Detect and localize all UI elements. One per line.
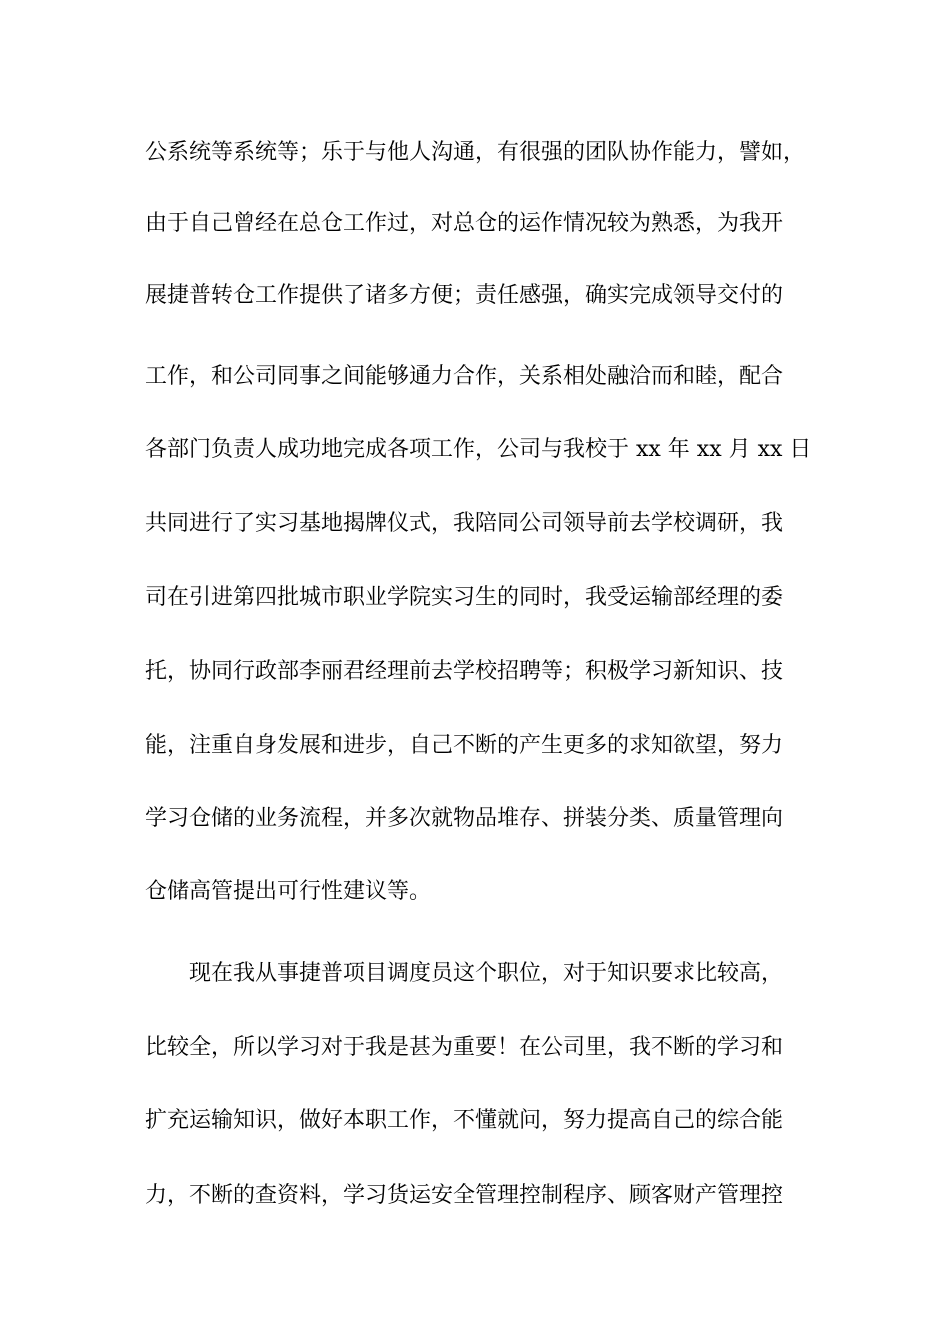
paragraph-line: 各部门负责人成功地完成各项工作，公司与我校于 xx 年 xx 月 xx 日 <box>145 437 812 462</box>
paragraph-line: 扩充运输知识，做好本职工作，不懂就问，努力提高自己的综合能 <box>145 1108 784 1133</box>
paragraph-line: 托，协同行政部李丽君经理前去学校招聘等；积极学习新知识、技 <box>145 659 784 684</box>
paragraph-line: 力，不断的查资料，学习货运安全管理控制程序、顾客财产管理控 <box>145 1183 784 1208</box>
paragraph-line: 展捷普转仓工作提供了诸多方便；责任感强，确实完成领导交付的 <box>145 283 784 308</box>
paragraph-line: 由于自己曾经在总仓工作过，对总仓的运作情况较为熟悉，为我开 <box>145 211 784 236</box>
paragraph-line: 比较全，所以学习对于我是甚为重要！在公司里，我不断的学习和 <box>145 1035 784 1060</box>
paragraph-line: 学习仓储的业务流程，并多次就物品堆存、拼装分类、质量管理向 <box>145 806 784 831</box>
paragraph-line: 司在引进第四批城市职业学院实习生的同时，我受运输部经理的委 <box>145 585 784 610</box>
paragraph-line: 现在我从事捷普项目调度员这个职位，对于知识要求比较高， <box>189 961 784 986</box>
paragraph-line: 仓储高管提出可行性建议等。 <box>145 879 432 904</box>
paragraph-line: 能，注重自身发展和进步，自己不断的产生更多的求知欲望，努力 <box>145 733 784 758</box>
paragraph-line: 工作，和公司同事之间能够通力合作，关系相处融洽而和睦，配合 <box>145 364 784 389</box>
paragraph-line: 共同进行了实习基地揭牌仪式，我陪同公司领导前去学校调研，我 <box>145 511 784 536</box>
paragraph-line: 公系统等系统等；乐于与他人沟通，有很强的团队协作能力，譬如， <box>145 140 806 165</box>
